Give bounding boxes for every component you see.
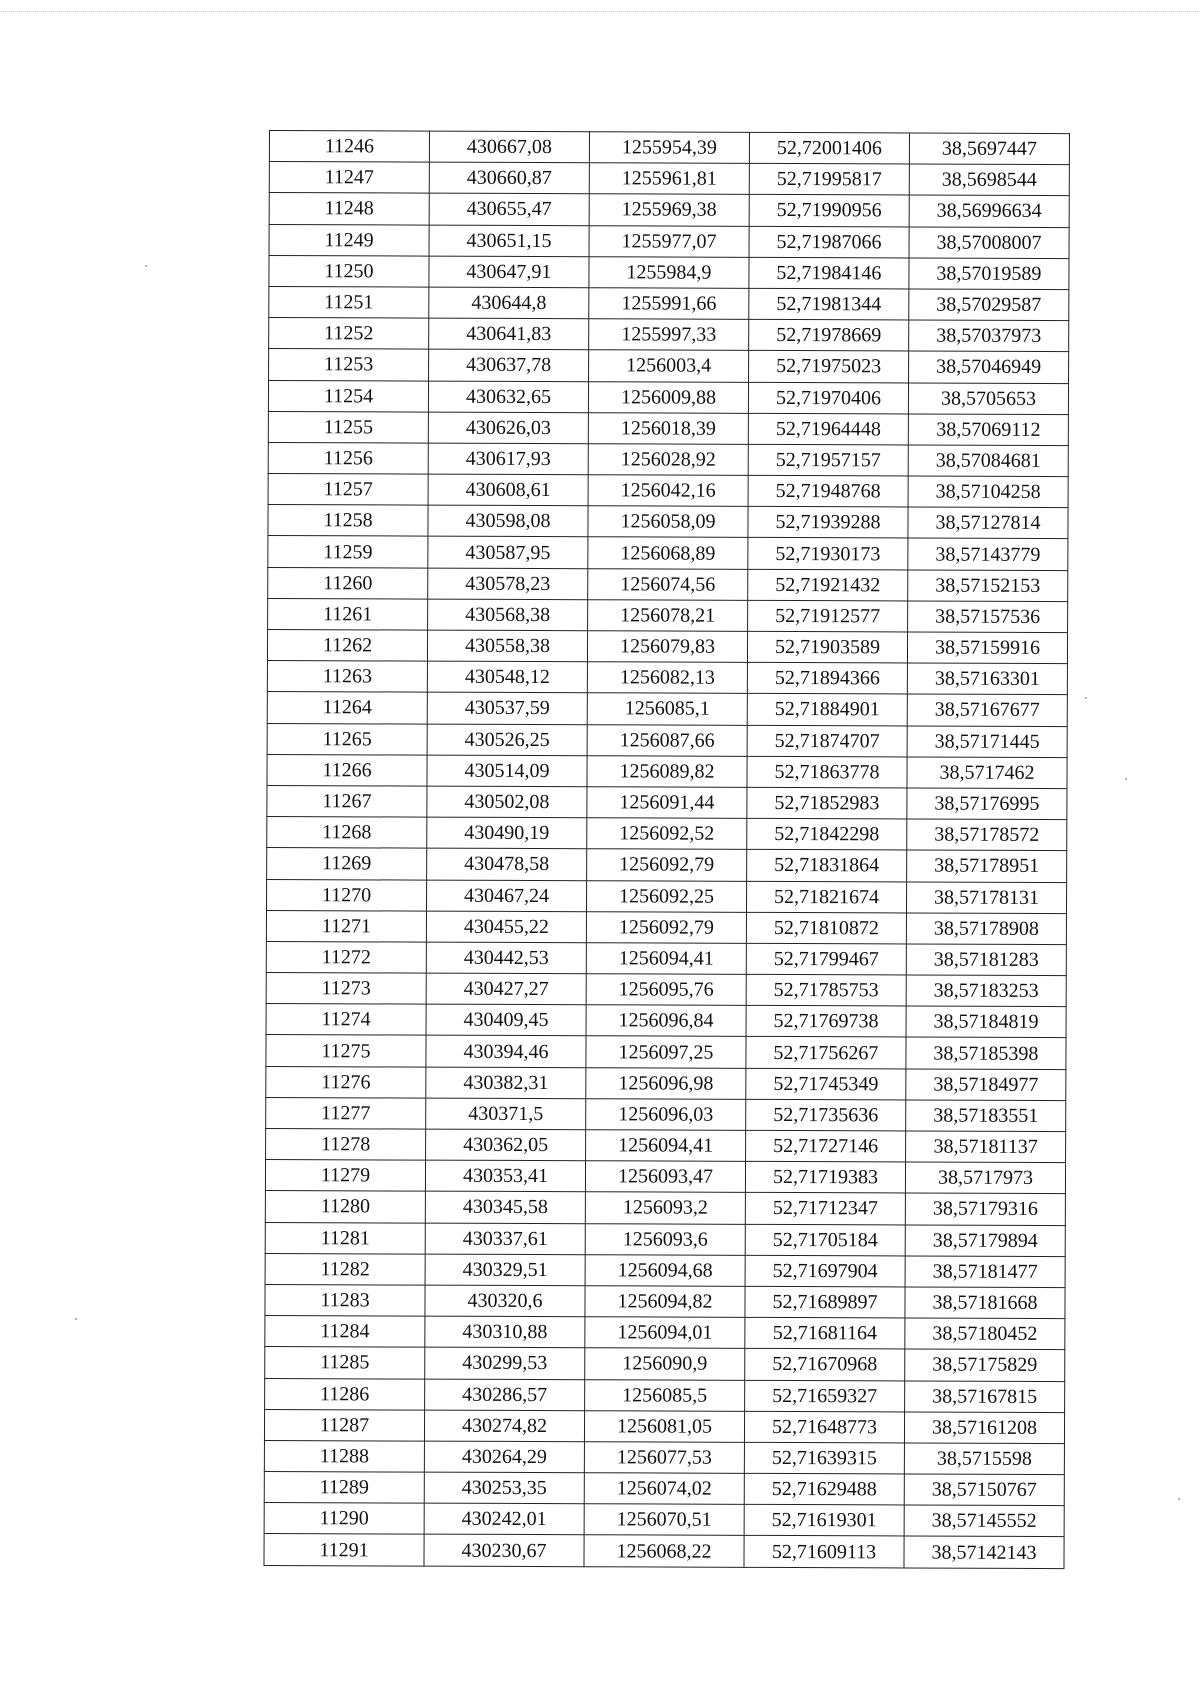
x-coordinate-cell: 430264,29 — [424, 1441, 584, 1473]
y-coordinate-cell: 1255961,81 — [589, 163, 749, 195]
table-row — [266, 1035, 1066, 1069]
point-number-cell: 11254 — [268, 380, 428, 412]
longitude-cell: 38,57181283 — [906, 944, 1066, 976]
latitude-cell: 52,71705184 — [745, 1224, 905, 1256]
table-row — [268, 380, 1068, 414]
latitude-cell: 52,71745349 — [746, 1068, 906, 1100]
y-coordinate-cell: 1256096,03 — [586, 1099, 746, 1131]
latitude-cell: 52,71719383 — [745, 1162, 905, 1194]
latitude-cell: 52,71948768 — [748, 475, 908, 507]
latitude-cell: 52,71810872 — [746, 912, 906, 944]
y-coordinate-cell: 1256077,53 — [584, 1442, 744, 1474]
longitude-cell: 38,5717462 — [907, 757, 1067, 789]
table-row — [269, 286, 1069, 320]
latitude-cell: 52,71939288 — [748, 507, 908, 539]
longitude-cell: 38,57185398 — [906, 1037, 1066, 1069]
x-coordinate-cell: 430617,93 — [428, 443, 588, 475]
y-coordinate-cell: 1256090,9 — [585, 1348, 745, 1380]
table-row — [265, 1316, 1065, 1350]
point-number-cell: 11283 — [265, 1284, 425, 1316]
latitude-cell: 52,71769738 — [746, 1006, 906, 1038]
latitude-cell: 52,71884901 — [747, 694, 907, 726]
y-coordinate-cell: 1256092,79 — [587, 849, 747, 881]
table-row — [265, 1347, 1065, 1381]
y-coordinate-cell: 1256087,66 — [587, 724, 747, 756]
table-row — [266, 1128, 1066, 1162]
point-number-cell: 11248 — [269, 193, 429, 225]
scan-speck — [1178, 1498, 1180, 1500]
y-coordinate-cell: 1256085,1 — [587, 693, 747, 725]
point-number-cell: 11262 — [267, 629, 427, 661]
x-coordinate-cell: 430442,53 — [426, 942, 586, 974]
y-coordinate-cell: 1256091,44 — [587, 787, 747, 819]
latitude-cell: 52,71785753 — [746, 974, 906, 1006]
point-number-cell: 11276 — [266, 1066, 426, 1098]
y-coordinate-cell: 1256093,2 — [585, 1192, 745, 1224]
x-coordinate-cell: 430558,38 — [427, 630, 587, 662]
longitude-cell: 38,57029587 — [909, 289, 1069, 321]
latitude-cell: 52,71975023 — [749, 351, 909, 383]
x-coordinate-cell: 430626,03 — [428, 412, 588, 444]
y-coordinate-cell: 1256094,01 — [585, 1317, 745, 1349]
x-coordinate-cell: 430394,46 — [426, 1036, 586, 1068]
x-coordinate-cell: 430320,6 — [425, 1285, 585, 1317]
point-number-cell: 11265 — [267, 723, 427, 755]
latitude-cell: 52,71894366 — [747, 663, 907, 695]
latitude-cell: 52,71609113 — [744, 1536, 904, 1568]
table-row — [264, 1472, 1064, 1506]
longitude-cell: 38,57181137 — [906, 1131, 1066, 1163]
table-row — [269, 318, 1069, 352]
table-row — [267, 879, 1067, 913]
latitude-cell: 52,71903589 — [747, 631, 907, 663]
y-coordinate-cell: 1255984,9 — [589, 256, 749, 288]
point-number-cell: 11261 — [268, 598, 428, 630]
table-row — [268, 567, 1068, 601]
table-row — [265, 1284, 1065, 1318]
longitude-cell: 38,5698544 — [909, 164, 1069, 196]
latitude-cell: 52,71727146 — [746, 1130, 906, 1162]
point-number-cell: 11253 — [269, 349, 429, 381]
latitude-cell: 52,71978669 — [749, 319, 909, 351]
latitude-cell: 52,71921432 — [748, 569, 908, 601]
x-coordinate-cell: 430455,22 — [426, 911, 586, 943]
x-coordinate-cell: 430371,5 — [426, 1098, 586, 1130]
table-row — [267, 848, 1067, 882]
y-coordinate-cell: 1255954,39 — [589, 132, 749, 164]
scan-speck — [1125, 778, 1127, 780]
x-coordinate-cell: 430353,41 — [425, 1160, 585, 1192]
x-coordinate-cell: 430587,95 — [428, 537, 588, 569]
longitude-cell: 38,57084681 — [908, 445, 1068, 477]
latitude-cell: 52,71697904 — [745, 1255, 905, 1287]
point-number-cell: 11289 — [264, 1472, 424, 1504]
point-number-cell: 11264 — [267, 692, 427, 724]
point-number-cell: 11273 — [266, 973, 426, 1005]
latitude-cell: 52,71670968 — [745, 1349, 905, 1381]
point-number-cell: 11271 — [266, 910, 426, 942]
longitude-cell: 38,57008007 — [909, 227, 1069, 259]
y-coordinate-cell: 1256070,51 — [584, 1504, 744, 1536]
x-coordinate-cell: 430514,09 — [427, 755, 587, 787]
table-row — [267, 629, 1067, 663]
x-coordinate-cell: 430230,67 — [424, 1535, 584, 1567]
x-coordinate-cell: 430274,82 — [424, 1410, 584, 1442]
table-row — [268, 442, 1068, 476]
latitude-cell: 52,71970406 — [748, 382, 908, 414]
latitude-cell: 52,71874707 — [747, 725, 907, 757]
latitude-cell: 52,71681164 — [745, 1317, 905, 1349]
latitude-cell: 52,71987066 — [749, 226, 909, 258]
y-coordinate-cell: 1255997,33 — [589, 319, 749, 351]
y-coordinate-cell: 1256096,98 — [586, 1067, 746, 1099]
y-coordinate-cell: 1255969,38 — [589, 194, 749, 226]
table-row — [266, 1066, 1066, 1100]
x-coordinate-cell: 430382,31 — [426, 1067, 586, 1099]
table-row — [267, 817, 1067, 851]
x-coordinate-cell: 430651,15 — [429, 225, 589, 257]
x-coordinate-cell: 430578,23 — [428, 568, 588, 600]
y-coordinate-cell: 1256085,5 — [585, 1379, 745, 1411]
x-coordinate-cell: 430362,05 — [426, 1129, 586, 1161]
x-coordinate-cell: 430502,08 — [427, 786, 587, 818]
point-number-cell: 11275 — [266, 1035, 426, 1067]
point-number-cell: 11272 — [266, 941, 426, 973]
x-coordinate-cell: 430660,87 — [429, 162, 589, 194]
longitude-cell: 38,57069112 — [908, 414, 1068, 446]
point-number-cell: 11291 — [264, 1534, 424, 1566]
x-coordinate-cell: 430286,57 — [425, 1379, 585, 1411]
x-coordinate-cell: 430526,25 — [427, 724, 587, 756]
table-row — [266, 1004, 1066, 1038]
point-number-cell: 11246 — [269, 131, 429, 163]
table-row — [267, 754, 1067, 788]
latitude-cell: 52,71995817 — [749, 164, 909, 196]
y-coordinate-cell: 1256092,25 — [587, 880, 747, 912]
latitude-cell: 52,71984146 — [749, 257, 909, 289]
table-row — [268, 598, 1068, 632]
latitude-cell: 52,71689897 — [745, 1286, 905, 1318]
x-coordinate-cell: 430329,51 — [425, 1254, 585, 1286]
x-coordinate-cell: 430637,78 — [429, 349, 589, 381]
point-number-cell: 11257 — [268, 474, 428, 506]
table-row — [265, 1378, 1065, 1412]
latitude-cell: 52,71756267 — [746, 1037, 906, 1069]
longitude-cell: 38,57178951 — [907, 850, 1067, 882]
y-coordinate-cell: 1256094,41 — [586, 1130, 746, 1162]
scan-speck — [75, 1318, 77, 1320]
longitude-cell: 38,57167677 — [907, 694, 1067, 726]
x-coordinate-cell: 430467,24 — [427, 880, 587, 912]
longitude-cell: 38,5697447 — [909, 133, 1069, 165]
x-coordinate-cell: 430608,61 — [428, 474, 588, 506]
latitude-cell: 52,71619301 — [744, 1505, 904, 1537]
latitude-cell: 52,71735636 — [746, 1099, 906, 1131]
x-coordinate-cell: 430490,19 — [427, 817, 587, 849]
latitude-cell: 52,71957157 — [748, 444, 908, 476]
table-row — [264, 1503, 1064, 1537]
y-coordinate-cell: 1256009,88 — [588, 381, 748, 413]
point-number-cell: 11266 — [267, 754, 427, 786]
latitude-cell: 52,71964448 — [748, 413, 908, 445]
longitude-cell: 38,57178908 — [906, 913, 1066, 945]
x-coordinate-cell: 430641,83 — [429, 318, 589, 350]
point-number-cell: 11269 — [267, 848, 427, 880]
longitude-cell: 38,57180452 — [905, 1318, 1065, 1350]
x-coordinate-cell: 430632,65 — [428, 381, 588, 413]
x-coordinate-cell: 430548,12 — [427, 661, 587, 693]
latitude-cell: 52,71712347 — [745, 1193, 905, 1225]
y-coordinate-cell: 1256082,13 — [587, 662, 747, 694]
longitude-cell: 38,57181477 — [905, 1256, 1065, 1288]
latitude-cell: 52,71821674 — [747, 881, 907, 913]
point-number-cell: 11251 — [269, 286, 429, 318]
x-coordinate-cell: 430242,01 — [424, 1503, 584, 1535]
table-row — [267, 692, 1067, 726]
longitude-cell: 38,57179894 — [905, 1225, 1065, 1257]
longitude-cell: 38,57167815 — [905, 1380, 1065, 1412]
y-coordinate-cell: 1256074,56 — [588, 568, 748, 600]
table-row — [264, 1409, 1064, 1443]
point-number-cell: 11274 — [266, 1004, 426, 1036]
y-coordinate-cell: 1256068,89 — [588, 537, 748, 569]
y-coordinate-cell: 1256003,4 — [589, 350, 749, 382]
latitude-cell: 52,71648773 — [744, 1411, 904, 1443]
y-coordinate-cell: 1256081,05 — [584, 1410, 744, 1442]
longitude-cell: 38,57183551 — [906, 1100, 1066, 1132]
table-row — [265, 1253, 1065, 1287]
longitude-cell: 38,57145552 — [904, 1505, 1064, 1537]
table-row — [269, 193, 1069, 227]
longitude-cell: 38,57150767 — [904, 1474, 1064, 1506]
scan-speck — [1085, 697, 1087, 699]
point-number-cell: 11284 — [265, 1316, 425, 1348]
table-row — [266, 910, 1066, 944]
x-coordinate-cell: 430568,38 — [428, 599, 588, 631]
x-coordinate-cell: 430537,59 — [427, 692, 587, 724]
y-coordinate-cell: 1256018,39 — [588, 412, 748, 444]
y-coordinate-cell: 1256042,16 — [588, 475, 748, 507]
x-coordinate-cell: 430478,58 — [427, 848, 587, 880]
longitude-cell: 38,5705653 — [908, 382, 1068, 414]
point-number-cell: 11252 — [269, 318, 429, 350]
point-number-cell: 11282 — [265, 1253, 425, 1285]
table-row — [267, 661, 1067, 695]
longitude-cell: 38,57178131 — [906, 881, 1066, 913]
x-coordinate-cell: 430409,45 — [426, 1004, 586, 1036]
y-coordinate-cell: 1256097,25 — [586, 1036, 746, 1068]
longitude-cell: 38,57184819 — [906, 1006, 1066, 1038]
longitude-cell: 38,5717973 — [905, 1162, 1065, 1194]
table-row — [267, 785, 1067, 819]
x-coordinate-cell: 430598,08 — [428, 505, 588, 537]
y-coordinate-cell: 1256092,52 — [587, 818, 747, 850]
y-coordinate-cell: 1256093,6 — [585, 1223, 745, 1255]
y-coordinate-cell: 1256094,41 — [586, 943, 746, 975]
point-number-cell: 11263 — [267, 661, 427, 693]
latitude-cell: 52,71852983 — [747, 787, 907, 819]
point-number-cell: 11287 — [264, 1409, 424, 1441]
point-number-cell: 11286 — [265, 1378, 425, 1410]
y-coordinate-cell: 1256078,21 — [588, 600, 748, 632]
x-coordinate-cell: 430337,61 — [425, 1223, 585, 1255]
y-coordinate-cell: 1256092,79 — [586, 911, 746, 943]
point-number-cell: 11247 — [269, 162, 429, 194]
latitude-cell: 52,71629488 — [744, 1473, 904, 1505]
latitude-cell: 52,71659327 — [745, 1380, 905, 1412]
scan-speck — [145, 265, 147, 267]
point-number-cell: 11277 — [266, 1097, 426, 1129]
x-coordinate-cell: 430253,35 — [424, 1472, 584, 1504]
latitude-cell: 52,71863778 — [747, 756, 907, 788]
longitude-cell: 38,57159916 — [907, 632, 1067, 664]
latitude-cell: 52,71981344 — [749, 288, 909, 320]
latitude-cell: 52,71990956 — [749, 195, 909, 227]
table-row — [265, 1191, 1065, 1225]
y-coordinate-cell: 1256028,92 — [588, 444, 748, 476]
longitude-cell: 38,57183253 — [906, 975, 1066, 1007]
table-row — [268, 474, 1068, 508]
longitude-cell: 38,57143779 — [908, 538, 1068, 570]
point-number-cell: 11268 — [267, 817, 427, 849]
x-coordinate-cell: 430667,08 — [429, 131, 589, 163]
point-number-cell: 11258 — [268, 505, 428, 537]
longitude-cell: 38,57176995 — [907, 788, 1067, 820]
point-number-cell: 11281 — [265, 1222, 425, 1254]
y-coordinate-cell: 1255991,66 — [589, 288, 749, 320]
x-coordinate-cell: 430310,88 — [425, 1316, 585, 1348]
longitude-cell: 38,57163301 — [907, 663, 1067, 695]
table-row — [265, 1222, 1065, 1256]
latitude-cell: 52,71639315 — [744, 1442, 904, 1474]
longitude-cell: 38,57152153 — [908, 570, 1068, 602]
point-number-cell: 11280 — [265, 1191, 425, 1223]
coordinates-table — [263, 130, 1070, 1569]
point-number-cell: 11290 — [264, 1503, 424, 1535]
table-row — [268, 505, 1068, 539]
point-number-cell: 11267 — [267, 785, 427, 817]
longitude-cell: 38,57046949 — [909, 351, 1069, 383]
longitude-cell: 38,57179316 — [905, 1193, 1065, 1225]
longitude-cell: 38,57127814 — [908, 507, 1068, 539]
table-row — [269, 255, 1069, 289]
longitude-cell: 38,56996634 — [909, 195, 1069, 227]
y-coordinate-cell: 1256079,83 — [587, 631, 747, 663]
y-coordinate-cell: 1256089,82 — [587, 755, 747, 787]
table-row — [269, 224, 1069, 258]
x-coordinate-cell: 430644,8 — [429, 287, 589, 319]
latitude-cell: 52,71912577 — [748, 600, 908, 632]
latitude-cell: 52,71799467 — [746, 943, 906, 975]
x-coordinate-cell: 430345,58 — [425, 1191, 585, 1223]
table-row — [269, 349, 1069, 383]
point-number-cell: 11278 — [266, 1128, 426, 1160]
point-number-cell: 11270 — [267, 879, 427, 911]
y-coordinate-cell: 1255977,07 — [589, 225, 749, 257]
table-row — [268, 536, 1068, 570]
y-coordinate-cell: 1256095,76 — [586, 974, 746, 1006]
y-coordinate-cell: 1256068,22 — [584, 1535, 744, 1567]
coordinates-table-body — [264, 131, 1070, 1569]
y-coordinate-cell: 1256096,84 — [586, 1005, 746, 1037]
table-row — [269, 131, 1069, 165]
table-row — [264, 1440, 1064, 1474]
point-number-cell: 11279 — [265, 1160, 425, 1192]
longitude-cell: 38,57104258 — [908, 476, 1068, 508]
point-number-cell: 11259 — [268, 536, 428, 568]
latitude-cell: 52,71831864 — [747, 850, 907, 882]
point-number-cell: 11288 — [264, 1440, 424, 1472]
table-row — [267, 723, 1067, 757]
table-row — [264, 1534, 1064, 1568]
x-coordinate-cell: 430655,47 — [429, 193, 589, 225]
latitude-cell: 52,71842298 — [747, 818, 907, 850]
point-number-cell: 11285 — [265, 1347, 425, 1379]
table-row — [266, 1097, 1066, 1131]
point-number-cell: 11255 — [268, 411, 428, 443]
table-row — [269, 162, 1069, 196]
table-row — [268, 411, 1068, 445]
point-number-cell: 11250 — [269, 255, 429, 287]
x-coordinate-cell: 430647,91 — [429, 256, 589, 288]
x-coordinate-cell: 430427,27 — [426, 973, 586, 1005]
y-coordinate-cell: 1256093,47 — [585, 1161, 745, 1193]
longitude-cell: 38,5715598 — [904, 1443, 1064, 1475]
y-coordinate-cell: 1256074,02 — [584, 1473, 744, 1505]
latitude-cell: 52,71930173 — [748, 538, 908, 570]
latitude-cell: 52,72001406 — [749, 132, 909, 164]
longitude-cell: 38,57161208 — [904, 1412, 1064, 1444]
y-coordinate-cell: 1256058,09 — [588, 506, 748, 538]
longitude-cell: 38,57019589 — [909, 258, 1069, 290]
table-row — [265, 1160, 1065, 1194]
longitude-cell: 38,57142143 — [904, 1536, 1064, 1568]
longitude-cell: 38,57181668 — [905, 1287, 1065, 1319]
table-row — [266, 973, 1066, 1007]
longitude-cell: 38,57171445 — [907, 726, 1067, 758]
point-number-cell: 11260 — [268, 567, 428, 599]
y-coordinate-cell: 1256094,68 — [585, 1254, 745, 1286]
longitude-cell: 38,57157536 — [908, 601, 1068, 633]
longitude-cell: 38,57175829 — [905, 1349, 1065, 1381]
point-number-cell: 11249 — [269, 224, 429, 256]
longitude-cell: 38,57037973 — [909, 320, 1069, 352]
x-coordinate-cell: 430299,53 — [425, 1347, 585, 1379]
longitude-cell: 38,57184977 — [906, 1069, 1066, 1101]
y-coordinate-cell: 1256094,82 — [585, 1286, 745, 1318]
table-row — [266, 941, 1066, 975]
longitude-cell: 38,57178572 — [907, 819, 1067, 851]
point-number-cell: 11256 — [268, 442, 428, 474]
